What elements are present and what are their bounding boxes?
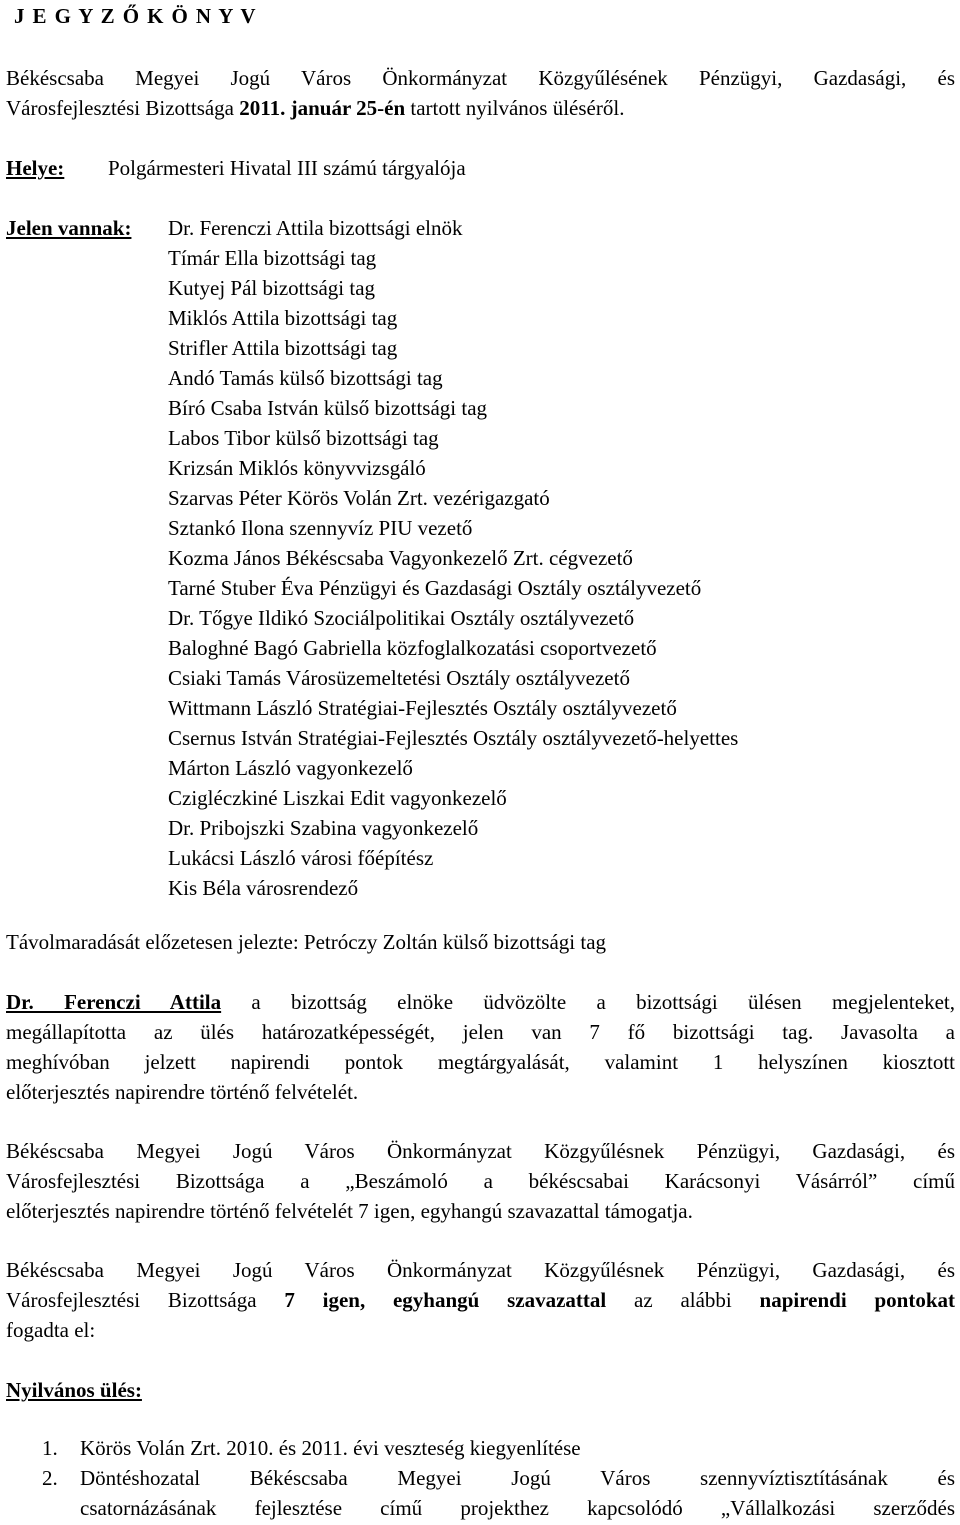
attendee-entry: Andó Tamás külső bizottsági tag [168,366,443,390]
location-label: Helye: [6,156,65,180]
attendee-entry: Tímár Ella bizottsági tag [168,246,377,270]
agenda-items-phrase: napirendi pontokat [759,1288,955,1312]
para1-line-1 [6,990,955,1014]
para1-line-1-rest: a bizottság elnöke üdvözölte a bizottsági ülésen megjelenteket, [221,990,955,1014]
attendee-entry: Bíró Csaba István külső bizottsági tag [168,396,488,420]
agenda-item-number: 2. [42,1466,58,1490]
attendee-entry: Wittmann László Stratégiai-Fejlesztés Osztály osztályvezető [168,696,677,720]
para2-line-2: Városfejlesztési Bizottsága a „Beszámoló a békéscsabai Karácsonyi Vásárról” című [6,1169,955,1193]
para1-line-2: megállapította az ülés határozatképességét, jelen van 7 fő bizottsági tag. Javasolta a [6,1020,955,1044]
chair-name: Dr. Ferenczi Attila [6,990,222,1014]
attendee-entry: Lukácsi László városi főépítész [168,846,434,870]
para3-line-2 [6,1288,955,1312]
meeting-date: 2011. január 25-én [239,96,406,120]
attendee-entry: Dr. Pribojszki Szabina vagyonkezelő [168,816,479,840]
attendee-entry: Labos Tibor külső bizottsági tag [168,426,439,450]
intro-tail: tartott nyilvános üléséről. [405,96,625,120]
attendee-entry: Kozma János Békéscsaba Vagyonkezelő Zrt. cégvezető [168,546,633,570]
para1-line-4: előterjesztés napirendre történő felvételét. [6,1080,359,1104]
attendee-entry: Csernus István Stratégiai-Fejlesztés Osztály osztályvezető-helyettes [168,726,739,750]
para3-line-3: fogadta el: [6,1318,96,1342]
intro-line-2 [6,96,624,120]
attendee-entry: Tarné Stuber Éva Pénzügyi és Gazdasági Osztály osztályvezető [168,576,702,600]
attendee-entry: Szarvas Péter Körös Volán Zrt. vezérigazgató [168,486,550,510]
document-title: J E G Y Z Ő K Ö N Y V [14,4,257,28]
attendee-entry: Baloghné Bagó Gabriella közfoglalkozatási csoportvezető [168,636,657,660]
vote-result: 7 igen, egyhangú szavazattal [284,1288,607,1312]
para2-line-1: Békéscsaba Megyei Jogú Város Önkormányzat Közgyűlésnek Pénzügyi, Gazdasági, és [6,1139,955,1163]
intro-line-1: Békéscsaba Megyei Jogú Város Önkormányzat Közgyűlésének Pénzügyi, Gazdasági, és [6,66,955,90]
attendee-entry: Márton László vagyonkezelő [168,756,413,780]
para2-line-3: előterjesztés napirendre történő felvételét 7 igen, egyhangú szavazattal támogatja. [6,1199,693,1223]
location-value: Polgármesteri Hivatal III számú tárgyalója [108,156,466,180]
para3-line-1: Békéscsaba Megyei Jogú Város Önkormányzat Közgyűlésnek Pénzügyi, Gazdasági, és [6,1258,955,1282]
para1-line-3: meghívóban jelzett napirendi pontok megtárgyalását, valamint 1 helyszínen kiosztott [6,1050,955,1074]
agenda-item-text: Döntéshozatal Békéscsaba Megyei Jogú Város szennyvíztisztításának és [80,1466,955,1490]
attendee-entry: Dr. Tőgye Ildikó Szociálpolitikai Osztály osztályvezető [168,606,635,630]
attendee-entry: Kutyej Pál bizottsági tag [168,276,376,300]
absence-note: Távolmaradását előzetesen jelezte: Petróczy Zoltán külső bizottsági tag [6,930,607,954]
intro-committee: Városfejlesztési Bizottsága [6,96,240,120]
agenda-item-number: 1. [42,1436,58,1460]
attendees-label: Jelen vannak: [6,216,132,240]
agenda-item-text: csatornázásának fejlesztése című projekthez kapcsolódó „Vállalkozási szerződés [80,1496,955,1520]
attendee-entry: Strifler Attila bizottsági tag [168,336,398,360]
attendee-entry: Miklós Attila bizottsági tag [168,306,398,330]
attendee-entry: Czigléczkiné Liszkai Edit vagyonkezelő [168,786,507,810]
attendee-entry: Kis Béla városrendező [168,876,359,900]
para3-committee: Városfejlesztési Bizottsága [6,1288,285,1312]
agenda-item-text: Körös Volán Zrt. 2010. és 2011. évi veszteség kiegyenlítése [80,1436,581,1460]
attendee-entry: Sztankó Ilona szennyvíz PIU vezető [168,516,473,540]
attendee-entry: Csiaki Tamás Városüzemeltetési Osztály osztályvezető [168,666,630,690]
para3-connector: az alábbi [606,1288,760,1312]
public-session-heading: Nyilvános ülés: [6,1378,142,1402]
attendee-entry: Krizsán Miklós könyvvizsgáló [168,456,426,480]
attendee-entry: Dr. Ferenczi Attila bizottsági elnök [168,216,463,240]
